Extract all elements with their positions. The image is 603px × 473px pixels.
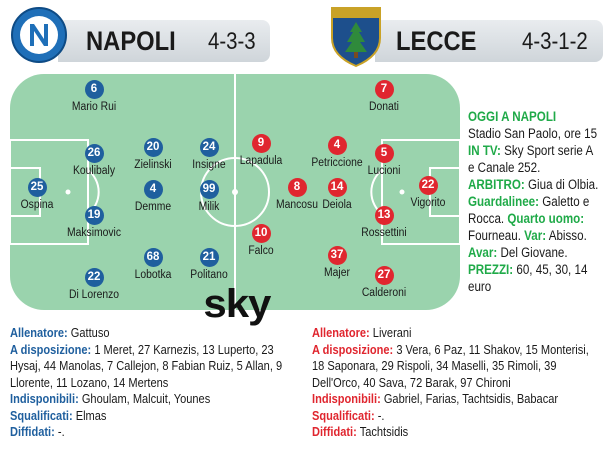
- player-name: Zielinski: [134, 159, 172, 171]
- player-number: 24: [200, 138, 219, 157]
- away-coach: Liverani: [372, 325, 412, 340]
- info-fourth-label: Quarto uomo:: [507, 211, 585, 226]
- player-number: 7: [375, 80, 394, 99]
- info-fourth: Fourneau.: [468, 228, 521, 243]
- info-var-label: Var:: [524, 228, 547, 243]
- player-number: 22: [419, 176, 438, 195]
- player-name: Deiola: [322, 199, 352, 211]
- info-linesmen-label: Guardalinee:: [468, 194, 539, 209]
- player-number: 68: [144, 248, 163, 267]
- home-unavailable: Ghoulam, Malcuit, Younes: [81, 391, 211, 406]
- away-player-rb: [344, 80, 424, 113]
- player-number: 27: [375, 266, 394, 285]
- player-number: 19: [85, 206, 104, 225]
- player-number: 22: [85, 268, 104, 287]
- info-avar-label: Avar:: [468, 245, 498, 260]
- info-avar: Del Giovane.: [500, 245, 568, 260]
- player-name: Mancosu: [275, 199, 318, 211]
- player-number: 21: [200, 248, 219, 267]
- player-name: Rossettini: [361, 227, 407, 239]
- player-name: Mario Rui: [71, 101, 117, 113]
- away-coach-label: Allenatore:: [312, 325, 370, 340]
- player-name: Majer: [324, 267, 350, 279]
- away-suspended: -.: [377, 407, 385, 423]
- player-name: Calderoni: [361, 287, 407, 299]
- player-number: 4: [144, 180, 163, 199]
- away-team-module: 4-3-1-2: [522, 28, 588, 55]
- info-prices: 60, 45, 30, 14 euro: [468, 262, 588, 294]
- player-number: 9: [252, 134, 271, 153]
- home-team-name: NAPOLI: [86, 26, 176, 56]
- player-number: 20: [144, 138, 163, 157]
- away-subs-label: A disposizione:: [312, 341, 394, 357]
- info-title: OGGI A NAPOLI: [468, 109, 557, 124]
- away-player-am: [257, 178, 337, 211]
- home-player-st: [169, 180, 249, 213]
- home-player-lb: [54, 80, 134, 113]
- home-suspended: Elmas: [75, 407, 107, 423]
- info-tv-label: IN TV:: [468, 143, 501, 158]
- lecce-logo-icon: [328, 2, 384, 68]
- away-unavailable: Gabriel, Farias, Tachtsidis, Babacar: [383, 391, 559, 406]
- player-name: Lapadula: [239, 155, 283, 167]
- player-name: Maksimovic: [66, 227, 122, 239]
- player-name: Petriccione: [311, 157, 363, 169]
- home-details: [10, 325, 310, 441]
- home-warned: -.: [57, 424, 65, 439]
- info-tv: Sky Sport serie A e Canale 252.: [468, 143, 593, 175]
- napoli-logo-icon: [10, 6, 68, 64]
- player-number: 37: [328, 246, 347, 265]
- home-warned-label: Diffidati:: [10, 424, 55, 439]
- away-player-st2: [221, 224, 301, 257]
- player-name: Di Lorenzo: [68, 289, 120, 301]
- player-number: 4: [328, 136, 347, 155]
- home-subs: 1 Meret, 27 Karnezis, 13 Luperto, 23 Hysaj, 44 Manolas, 7 Callejon, 8 Fabian Ruiz, 5 Allan, 9 Llorente, 11 Lozano, 14 Mertens: [10, 341, 283, 390]
- player-name: Demme: [134, 201, 172, 213]
- player-number: 10: [252, 224, 271, 243]
- away-player-cm1: [297, 136, 377, 169]
- player-name: Insigne: [192, 159, 226, 171]
- player-number: 14: [328, 178, 347, 197]
- player-number: 8: [288, 178, 307, 197]
- player-number: 25: [28, 178, 47, 197]
- info-var: Abisso.: [548, 228, 587, 243]
- info-linesmen: Galetto e Rocca.: [468, 194, 590, 226]
- player-name: Lucioni: [367, 165, 401, 177]
- away-player-cm3: [297, 246, 377, 279]
- player-name: Lobotka: [134, 269, 172, 281]
- player-number: 13: [375, 206, 394, 225]
- match-info: [468, 108, 601, 295]
- away-suspended-label: Squalificati:: [312, 407, 375, 423]
- player-name: Vigorito: [410, 197, 446, 209]
- away-details: [312, 325, 602, 441]
- home-coach: Gattuso: [70, 325, 110, 340]
- home-coach-label: Allenatore:: [10, 325, 68, 340]
- player-number: 99: [200, 180, 219, 199]
- player-name: Politano: [190, 269, 228, 281]
- player-name: Milik: [198, 201, 220, 213]
- sky-logo: sky: [203, 282, 271, 326]
- home-subs-label: A disposizione:: [10, 341, 92, 357]
- player-name: Donati: [369, 101, 399, 113]
- home-team-module: 4-3-3: [208, 28, 256, 55]
- info-referee: Giua di Olbia.: [527, 177, 599, 192]
- away-warned: Tachtsidis: [359, 424, 409, 439]
- player-name: Ospina: [20, 199, 54, 211]
- home-unavailable-label: Indisponibili:: [10, 391, 79, 406]
- player-number: 26: [85, 144, 104, 163]
- info-venue: Stadio San Paolo, ore 15: [468, 126, 598, 141]
- player-name: Falco: [248, 245, 274, 257]
- player-number: 5: [375, 144, 394, 163]
- info-referee-label: ARBITRO:: [468, 177, 525, 192]
- player-name: Koulibaly: [72, 165, 115, 177]
- away-unavailable-label: Indisponibili:: [312, 391, 381, 406]
- away-team-name: LECCE: [396, 26, 477, 56]
- home-suspended-label: Squalificati:: [10, 407, 73, 423]
- away-warned-label: Diffidati:: [312, 424, 357, 439]
- away-player-gk: [388, 176, 468, 209]
- away-subs: 3 Vera, 6 Paz, 11 Shakov, 15 Monterisi, 18 Saponara, 29 Rispoli, 34 Maselli, 35 Rimoli, 39 Dell'Orco, 40 Sava, 72 Barak, 97 Chironi: [312, 341, 589, 390]
- away-player-st1: [221, 134, 301, 167]
- player-number: 6: [85, 80, 104, 99]
- info-prices-label: PREZZI:: [468, 262, 514, 277]
